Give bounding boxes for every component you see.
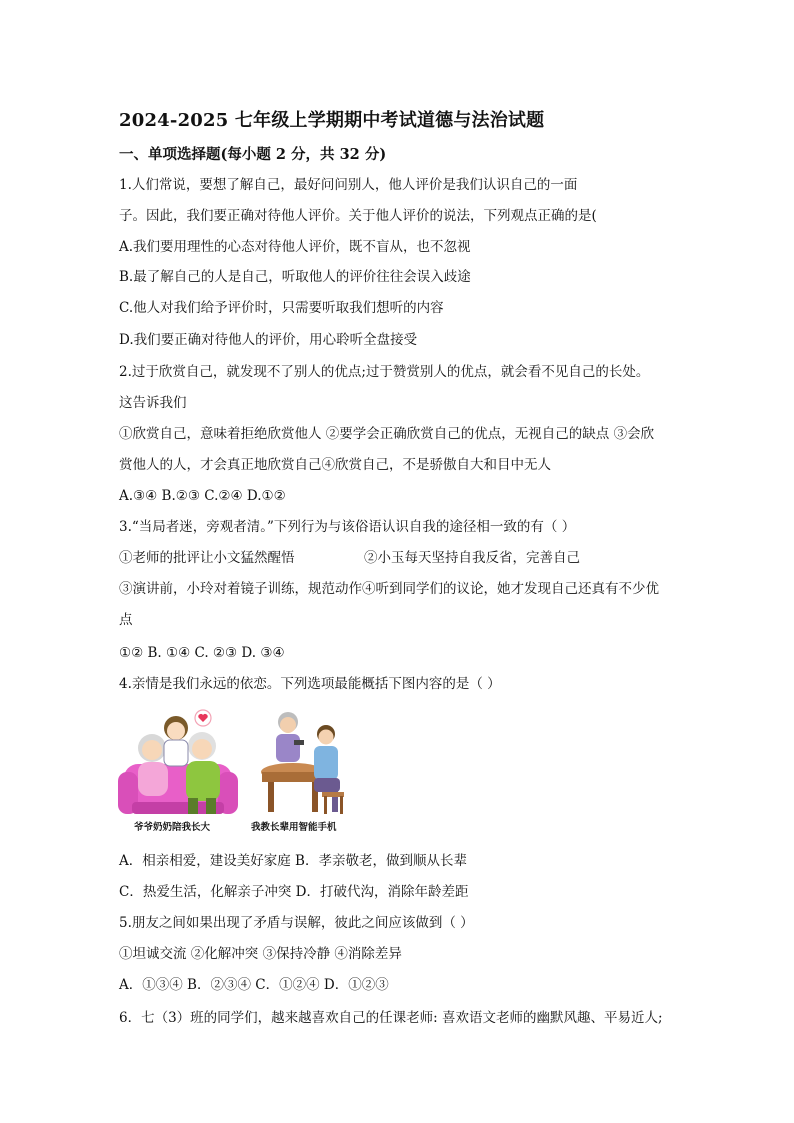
teaching-elder-phone-image (261, 712, 344, 814)
q3-statements-line2: ③演讲前，小玲对着镜子训练，规范动作④听到同学们的议论，她才发现自己还真有不少优 (119, 581, 659, 597)
q5-options: A．①③④ B．②③④ C．①②④ D．①②③ (119, 977, 389, 993)
caption-right: 我教长辈用智能手机 (251, 822, 337, 833)
q5-stem: 5.朋友之间如果出现了矛盾与误解，彼此之间应该做到（ ） (119, 915, 474, 931)
q5-statements: ①坦诚交流 ②化解冲突 ③保持冷静 ④消除差异 (119, 946, 402, 962)
q2-statements-line2: 赏他人的人，才会真正地欣赏自己④欣赏自己，不是骄傲自大和目中无人 (119, 457, 551, 473)
q3-stem: 3.“当局者迷，旁观者清。”下列行为与该俗语认识自我的途径相一致的有（ ） (119, 519, 576, 535)
q3-statements-line1 (119, 549, 679, 567)
family-illustration-svg (118, 706, 358, 834)
q4-options-line1: A．相亲相爱，建设美好家庭 B．孝亲敬老，做到顺从长辈 (119, 853, 467, 869)
q3-statements-line3: 点 (119, 612, 133, 628)
q1-option-c: C.他人对我们给予评价时，只需要听取我们想听的内容 (119, 300, 444, 316)
q4-options-line2: C．热爱生活，化解亲子冲突 D．打破代沟，消除年龄差距 (119, 884, 469, 900)
q1-stem-line2: 子。因此，我们要正确对待他人评价。关于他人评价的说法，下列观点正确的是( (119, 208, 597, 224)
q1-option-d: D.我们要正确对待他人的评价，用心聆听全盘接受 (119, 332, 418, 348)
page-title: 2024-2025 七年级上学期期中考试道德与法治试题 (119, 110, 545, 131)
q3-statement-1: ①老师的批评让小文猛然醒悟 (119, 550, 295, 566)
grandparents-with-child-image (118, 710, 238, 814)
q4-stem: 4.亲情是我们永远的依恋。下列选项最能概括下图内容的是（ ） (119, 676, 501, 692)
q3-options: ①② B. ①④ C. ②③ D. ③④ (119, 645, 285, 661)
caption-left: 爷爷奶奶陪我长大 (134, 822, 211, 833)
q1-option-a: A.我们要用理性的心态对待他人评价，既不盲从，也不忽视 (119, 239, 471, 255)
q2-stem-line1: 2.过于欣赏自己，就发现不了别人的优点;过于赞赏别人的优点，就会看不见自己的长处。 (119, 364, 650, 380)
q4-illustration (118, 706, 358, 834)
q6-stem: 6．七（3）班的同学们，越来越喜欢自己的任课老师: 喜欢语文老师的幽默风趣、平易近人; (119, 1010, 663, 1026)
q2-stem-line2: 这告诉我们 (119, 395, 187, 411)
q1-option-b: B.最了解自己的人是自己，听取他人的评价往往会误入歧途 (119, 269, 471, 285)
section-heading: 一、单项选择题(每小题 2 分，共 32 分) (119, 146, 387, 163)
q2-options: A.③④ B.②③ C.②④ D.①② (119, 488, 286, 504)
q2-statements-line1: ①欣赏自己，意味着拒绝欣赏他人 ②要学会正确欣赏自己的优点，无视自己的缺点 ③会欣 (119, 426, 655, 442)
q1-stem-line1: 1.人们常说，要想了解自己，最好问问别人，他人评价是我们认识自己的一面 (119, 177, 578, 193)
q3-statement-2: ②小玉每天坚持自我反省，完善自己 (364, 550, 580, 566)
